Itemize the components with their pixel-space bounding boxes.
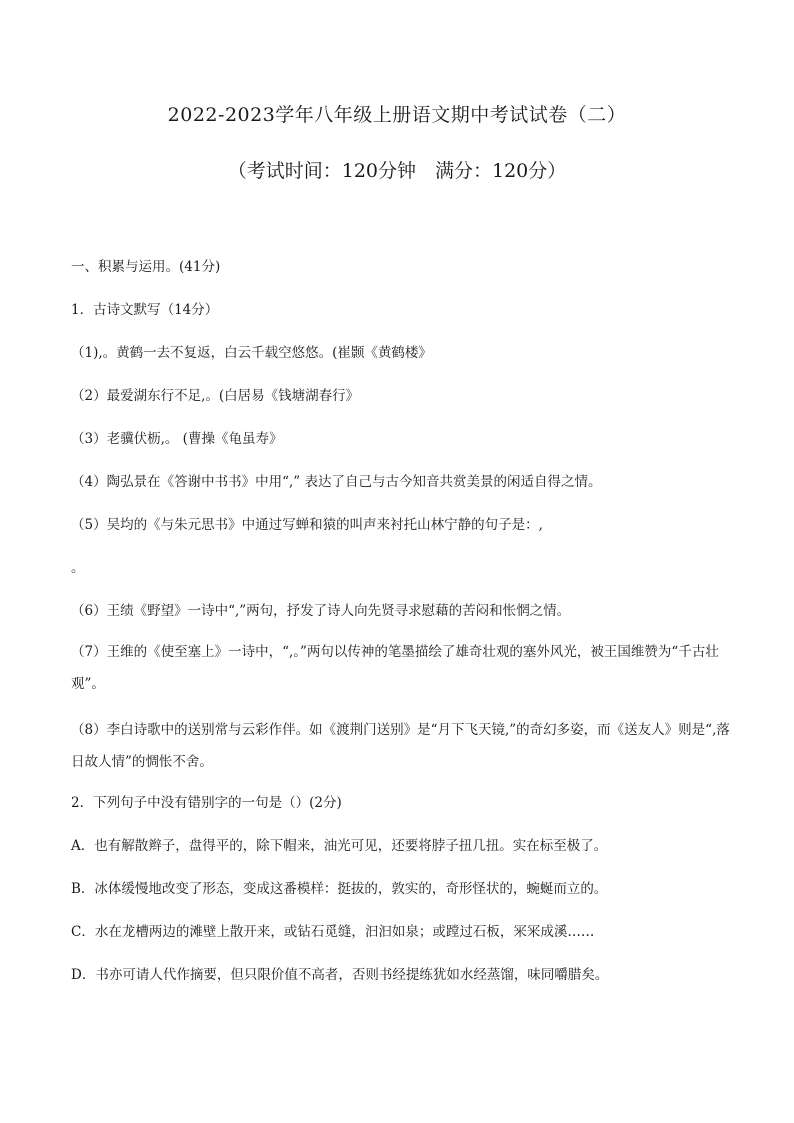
question-1-item-4: （4）陶弘景在《答谢中书书》中用“,” 表达了自己与古今知音共赏美景的闲适自得之情。: [71, 474, 602, 490]
question-1-item-1: （1),。黄鹤一去不复返，白云千载空悠悠。(崔颢《黄鹤楼》: [71, 345, 432, 361]
section-heading: 一、积累与运用。(41分): [71, 259, 221, 275]
question-2-option-d: D．书亦可请人代作摘要，但只限价值不高者，否则书经提练犹如水经蒸馏，味同嚼腊矣。: [71, 967, 609, 983]
question-1-item-7: （7）王维的《使至塞上》一诗中，“,。”两句以传神的笔墨描绘了雄奇壮观的塞外风光，被王国维赞为“千古壮观”。: [71, 644, 719, 692]
question-2-stem: 2．下列句子中没有错别字的一句是（）(2分): [71, 795, 342, 811]
question-2-option-a: A．也有解散辫子，盘得平的，除下帽来，油光可见，还要将脖子扭几扭。实在标至极了。: [71, 838, 608, 854]
question-1-item-6: （6）王绩《野望》一诗中“,”两句，抒发了诗人向先贤寻求慰藉的苦闷和怅惘之情。: [71, 603, 571, 619]
question-1-item-2: （2）最爱湖东行不足,。(白居易《钱塘湖春行》: [71, 388, 360, 404]
question-1-item-8: （8）李白诗歌中的送别常与云彩作伴。如《渡荆门送别》是“月下飞天镜,”的奇幻多姿，而《送友人》则是“,落日故人情”的惆怅不舍。: [71, 722, 730, 770]
question-1-item-3: （3）老骥伏枥,。 (曹操《龟虽寿》: [71, 431, 283, 447]
question-2-option-b: B．冰体缓慢地改变了形态，变成这番模样：挺拔的，敦实的，奇形怪状的，蜿蜒而立的。: [71, 881, 608, 897]
question-1-stem: 1．古诗文默写（14分）: [71, 302, 219, 318]
exam-subtitle: （考试时间：120分钟 满分：120分）: [227, 160, 567, 182]
exam-title: 2022-2023学年八年级上册语文期中考试试卷（二）: [167, 104, 627, 126]
question-1-item-5-cont: 。: [71, 560, 85, 576]
exam-content: [71, 256, 731, 986]
question-1-item-5: （5）吴均的《与朱元思书》中通过写蝉和猿的叫声来衬托山林宁静的句子是：,: [71, 517, 543, 533]
question-2-option-c: C．水在龙槽两边的滩壁上散开来，或钻石觅缝，汩汩如泉；或蹚过石板，冞冞成溪……: [71, 924, 595, 940]
